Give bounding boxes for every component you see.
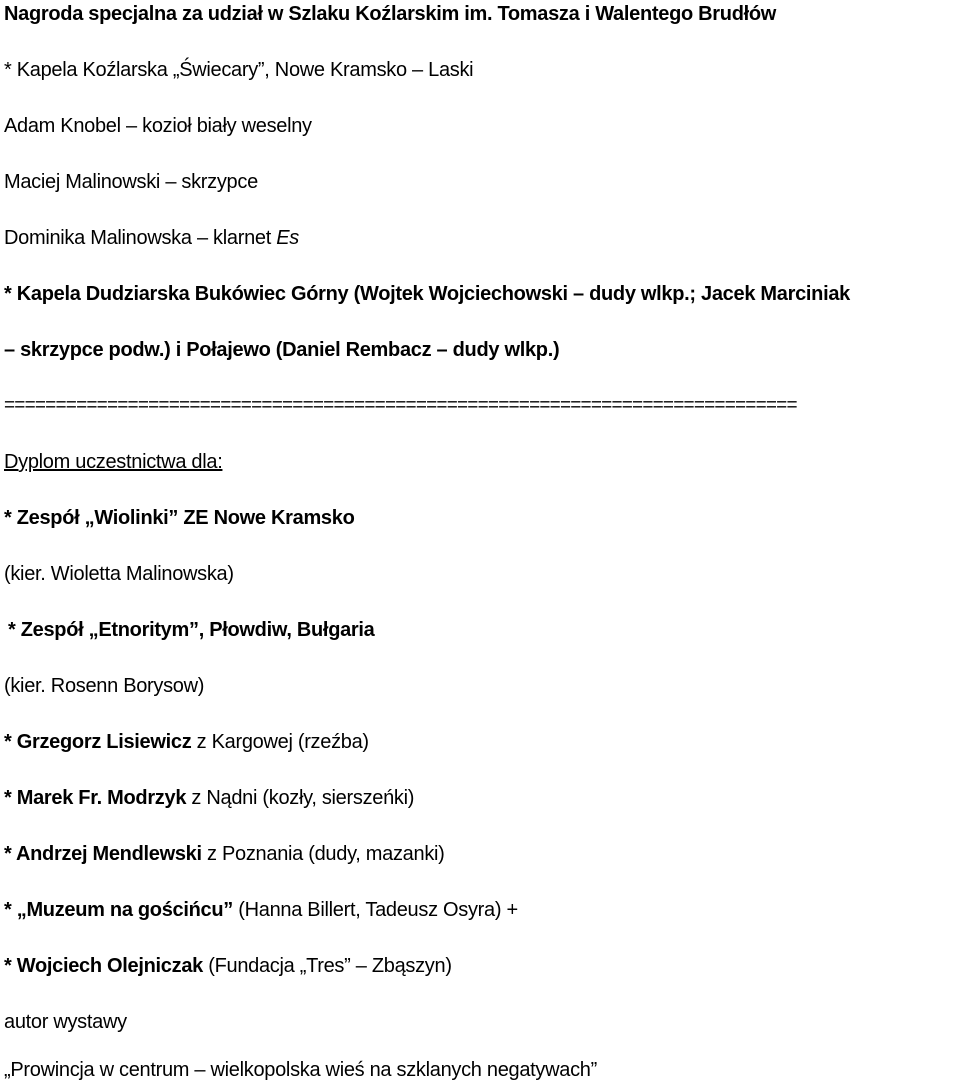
leader-text: (kier. Rosenn Borysow) bbox=[4, 675, 205, 697]
exhibition-author-label bbox=[4, 1010, 127, 1034]
member-dominika-malinowska bbox=[4, 226, 299, 250]
participation-diploma-text: Dyplom uczestnictwa dla: bbox=[4, 451, 223, 473]
member-adam-knobel bbox=[4, 114, 312, 138]
artist-name: * Grzegorz Lisiewicz bbox=[4, 731, 192, 753]
ensemble-wiolinki-leader bbox=[4, 562, 234, 586]
member-name: Dominika Malinowska bbox=[4, 227, 192, 249]
exhibition-author-text: autor wystawy bbox=[4, 1011, 127, 1033]
artist-mendlewski bbox=[4, 842, 445, 866]
member-instrument: – klarnet bbox=[191, 227, 277, 249]
special-award-heading bbox=[4, 2, 776, 26]
artist-name: * Andrzej Mendlewski bbox=[4, 843, 202, 865]
artist-modrzyk bbox=[4, 786, 414, 810]
ensemble-etnoritym bbox=[8, 618, 375, 642]
band-bukowiec-text-1: * Kapela Dudziarska Bukówiec Górny (Wojtek Wojciechowski – dudy wlkp.; Jacek Marciniak bbox=[4, 283, 850, 305]
ensemble-etnoritym-text: * Zespół „Etnoritym”, Płowdiw, Bułgaria bbox=[8, 619, 375, 641]
member-instrument: – kozioł biały weselny bbox=[120, 115, 312, 137]
band-bukowiec-line-1 bbox=[4, 282, 850, 306]
exhibition-title bbox=[4, 1058, 597, 1082]
participation-diploma-heading bbox=[4, 450, 222, 474]
artist-name: * Wojciech Olejniczak bbox=[4, 955, 203, 977]
band-swiecary-text: * Kapela Koźlarska „Świecary”, Nowe Kramsko – Laski bbox=[4, 59, 474, 81]
museum-name: * „Muzeum na gościńcu” bbox=[4, 899, 233, 921]
band-swiecary bbox=[4, 58, 473, 82]
separator-text: ============================================================================= bbox=[4, 395, 797, 416]
exhibition-title-text: „Prowincja w centrum – wielkopolska wieś na szklanych negatywach” bbox=[4, 1059, 597, 1081]
artist-name: * Marek Fr. Modrzyk bbox=[4, 787, 187, 809]
artist-details: (Fundacja „Tres” – Zbąszyn) bbox=[202, 955, 452, 977]
band-bukowiec-line-2 bbox=[4, 338, 559, 362]
artist-details: z Kargowej (rzeźba) bbox=[191, 731, 369, 753]
ensemble-etnoritym-leader bbox=[4, 674, 204, 698]
separator-line bbox=[4, 394, 797, 418]
member-name: Maciej Malinowski bbox=[4, 171, 161, 193]
artist-lisiewicz bbox=[4, 730, 369, 754]
instrument-key: Es bbox=[276, 227, 299, 249]
leader-text: (kier. Wioletta Malinowska) bbox=[4, 563, 234, 585]
museum-entry bbox=[4, 898, 518, 922]
special-award-text: Nagroda specjalna za udział w Szlaku Koźlarskim im. Tomasza i Walentego Brudłów bbox=[4, 3, 777, 25]
ensemble-wiolinki bbox=[4, 506, 355, 530]
ensemble-wiolinki-text: * Zespół „Wiolinki” ZE Nowe Kramsko bbox=[4, 507, 355, 529]
band-bukowiec-text-2: – skrzypce podw.) i Połajewo (Daniel Rembacz – dudy wlkp.) bbox=[4, 339, 560, 361]
artist-details: z Poznania (dudy, mazanki) bbox=[201, 843, 445, 865]
artist-details: z Nądni (kozły, sierszeńki) bbox=[186, 787, 415, 809]
museum-details: (Hanna Billert, Tadeusz Osyra) + bbox=[233, 899, 518, 921]
member-maciej-malinowski bbox=[4, 170, 258, 194]
member-name: Adam Knobel bbox=[4, 115, 121, 137]
artist-olejniczak bbox=[4, 954, 452, 978]
member-instrument: – skrzypce bbox=[160, 171, 258, 193]
